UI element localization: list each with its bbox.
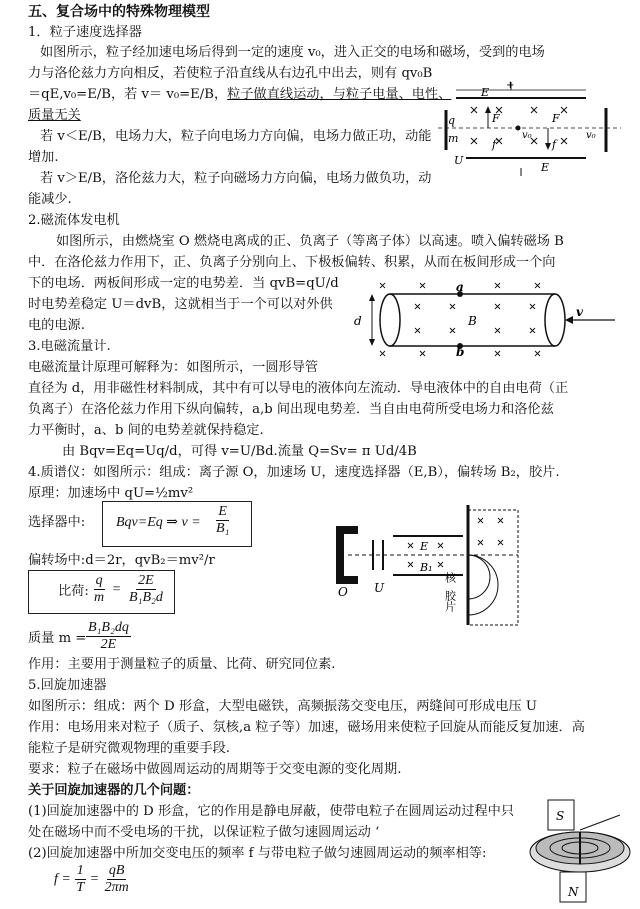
s5-q-heading: 关于回旋加速器的几个问题： xyxy=(28,783,200,798)
s1-p6: 增加. xyxy=(28,150,59,165)
s1-p1: 如图所示，粒子经加速电场后得到一定的速度 v₀，进入正交的电场和磁场，受到的电场 xyxy=(40,45,545,60)
s4-use: 作用：主要用于测量粒子的质量、比荷、研究同位素. xyxy=(28,657,336,672)
fig2-v: v xyxy=(576,305,583,319)
s5-q1b: 处在磁场中而不受电场的干扰，以保证粒子做匀速圆周运动 ‘ xyxy=(28,825,380,840)
s5-p1: 如图所示：组成：两个 D 形盒，大型电磁铁，高频振荡交变电压，两缝间可形成电压 U xyxy=(28,699,538,714)
selector-label: 选择器中: xyxy=(28,515,86,530)
s2-heading: 2.磁流体发电机 xyxy=(28,213,120,228)
fig1-E-top: E xyxy=(481,86,490,99)
fig2-a: a xyxy=(456,282,464,294)
fig3-B1: B₁ xyxy=(420,561,433,574)
fig1-q: q xyxy=(448,114,456,127)
ratio-label: 比荷: xyxy=(58,584,89,599)
fig1-plus: + xyxy=(506,80,515,91)
fig1-F-right: F xyxy=(552,112,560,125)
fig1-v0: v₀ xyxy=(522,130,532,141)
mass-spectrometer-figure xyxy=(328,500,528,630)
fig1-E-bot: E xyxy=(541,161,550,174)
s5-heading: 5.回旋加速器 xyxy=(28,678,107,693)
s5-p2: 作用：电场用来对粒子（质子、氛核,a 粒子等）加速，磁场用来使粒子回旋从而能反复加速．高 xyxy=(28,720,585,735)
s4-p1: 原理：加速场中 qU=½mv² xyxy=(28,486,194,501)
cyclotron-figure xyxy=(520,790,636,905)
section-title: 五、复合场中的特殊物理模型 xyxy=(28,4,210,20)
fig1-f-right: f xyxy=(552,138,557,151)
fig3-nucleus: 核 xyxy=(443,572,457,583)
selector-eq: Bqv=Eq ⇒ v = xyxy=(116,515,201,530)
s5-p3: 能粒子是研究微观物理的重要手段. xyxy=(28,741,231,756)
fig1-U: U xyxy=(454,154,464,167)
fig2-B: B xyxy=(468,314,477,328)
fig3-film: 胶片 xyxy=(443,590,457,612)
s1-p4: 质量无关 xyxy=(28,108,81,123)
s2-p1: 如图所示，由燃烧室 O 燃烧电离成的正、负离子（等离子体）以高速。喷入偏转磁场 B xyxy=(56,234,564,249)
s1-p5: 若 v＜E/B，电场力大，粒子向电场力方向偏，电场力做正功，动能 xyxy=(40,129,432,144)
s3-p1: 电磁流量计原理可解释为：如图所示，一圆形导管 xyxy=(28,360,319,375)
s5-q1a: (1)回旋加速器中的 D 形盒，它的作用是静电屏蔽，使带电粒子在圆周运动过程中只 xyxy=(28,804,515,819)
fig1-m: m xyxy=(448,132,459,145)
s2-p4: 时电势差稳定 U＝dvB，这就相当于一个可以对外供 xyxy=(28,297,333,312)
fig4-N: N xyxy=(568,885,579,899)
mass-frac: $\frac{\text{B₁B₂dq}}{2E}$ xyxy=(88,620,129,652)
fig1-f-left: f xyxy=(492,138,497,151)
s2-p2: 中．在洛伦兹力作用下，正、负离子分别向上、下极板偏转、积累，从而在板间形成一个向 xyxy=(28,255,556,270)
s4-heading: 4.质谱仪：如图所示：组成：离子源 O，加速场 U，速度选择器（E,B），偏转场 B₂，胶片. xyxy=(28,465,560,480)
flow-meter-figure xyxy=(350,282,620,358)
fig2-d: d xyxy=(354,314,362,328)
s1-p8: 能减少. xyxy=(28,192,72,207)
fig2-b: b xyxy=(456,345,465,358)
s5-p4: 要求：粒子在磁场中做圆周运动的周期等于交变电源的变化周期. xyxy=(28,762,402,777)
s3-p3: 负离子）在洛伦兹力作用下纵向偏转，a,b 间出现电势差．当自由电荷所受电场力和洛伦兹 xyxy=(28,402,554,417)
fig1-v0-out: v₀ xyxy=(586,130,596,141)
s3-p2: 直径为 d，用非磁性材料制成，其中有可以导电的液体向左流动．导电液体中的自由电荷（正 xyxy=(28,381,569,396)
ratio-frac: $\frac{q}{m}$ = $\frac{2E}{\text{B₁B₂d}}$ xyxy=(94,573,163,605)
s3-heading: 3.电磁流量计. xyxy=(28,339,111,354)
s1-heading: 1．粒子速度选择器 xyxy=(28,25,142,40)
s1-p3: ＝qE,v₀=E/B，若 v＝ v₀=E/B，粒子做直线运动，与粒子电量、电性、 xyxy=(28,87,452,102)
mass-label: 质量 m = xyxy=(28,631,87,646)
fig1-F-left: F xyxy=(492,112,500,125)
fig4-S: S xyxy=(556,809,565,823)
fig3-O: O xyxy=(338,585,348,599)
fig3-U: U xyxy=(374,581,385,595)
s3-p4: 力平衡时，a、b 间的电势差就保持稳定. xyxy=(28,423,264,438)
selector-frac: $\frac{E}{\text{B₁}}$ xyxy=(216,504,230,536)
fig3-E: E xyxy=(420,540,429,553)
s2-p3: 下的电场．两板间形成一定的电势差．当 qvB=qU/d xyxy=(28,276,339,291)
s1-p2: 力与洛伦兹力方向相反，若使粒子沿直线从右边孔中出去，则有 qv₀B xyxy=(28,66,433,81)
s1-p7: 若 v＞E/B，洛伦兹力大，粒子向磁场力方向偏，电场力做负功，动 xyxy=(40,171,432,186)
s2-p5: 电的电源. xyxy=(28,318,85,333)
s3-p5: 由 Bqv=Eq=Uq/d，可得 v=U/Bd.流量 Q=Sv= π Ud/4B xyxy=(62,444,417,459)
s5-q2: (2)回旋加速器中所加交变电压的频率 f 与带电粒子做匀速圆周运动的频率相等: xyxy=(28,846,487,861)
s4-deflect: 偏转场中:d＝2r，qvB₂＝mv²/r xyxy=(28,553,215,568)
freq-formula: f = $\frac{1}{T}$ = $\frac{qB}{2\pi m}$ xyxy=(54,863,129,895)
velocity-selector-figure xyxy=(436,80,626,180)
